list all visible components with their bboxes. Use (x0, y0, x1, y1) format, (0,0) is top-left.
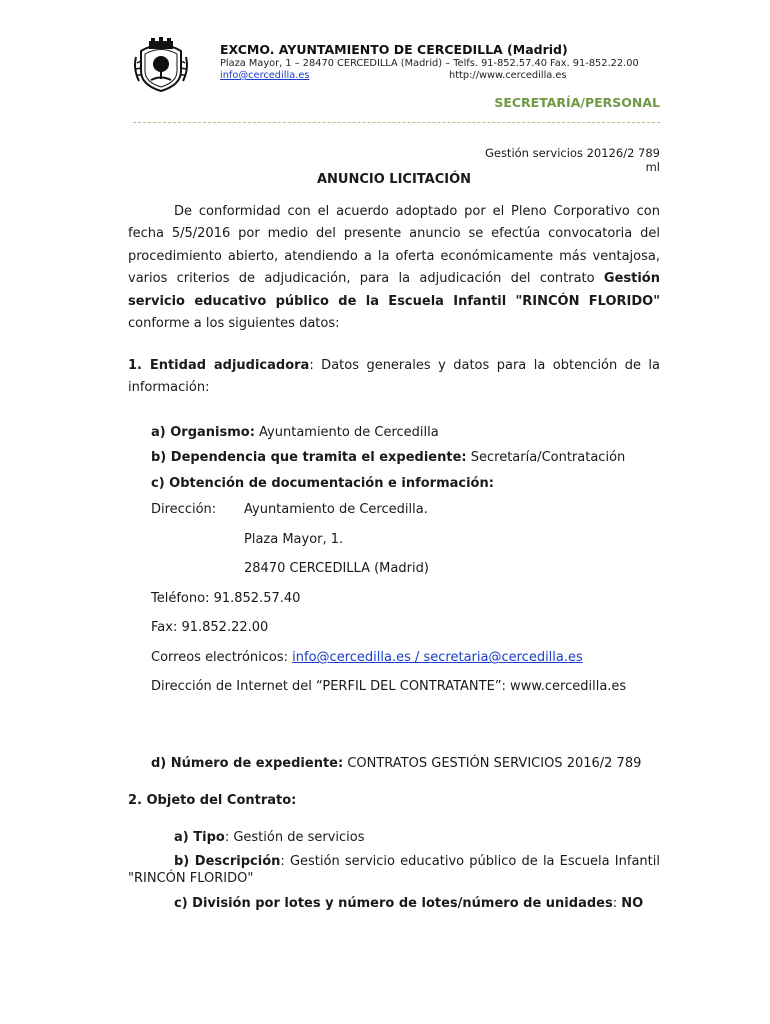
item-organismo-label: a) Organismo: (151, 425, 255, 440)
item-tipo (174, 830, 365, 845)
item-organismo (151, 425, 439, 440)
reference-line-1: Gestión servicios 20126/2 789 (484, 146, 660, 160)
direccion-line-3: 28470 CERCEDILLA (Madrid) (244, 561, 429, 576)
item-dependencia (151, 450, 625, 465)
item-tipo-label: a) Tipo (174, 830, 225, 845)
item-expediente (151, 756, 641, 771)
header-divider (133, 122, 660, 123)
document-title: ANUNCIO LICITACIÓN (316, 172, 472, 187)
item-descripcion-value: : Gestión servicio educativo público de la Escuela Infantil "RINCÓN FLORIDO" (128, 854, 660, 886)
contract-name: Gestión servicio educativo público de la Escuela Infantil "RINCÓN FLORIDO" (128, 271, 660, 309)
coat-of-arms-logo (133, 37, 189, 93)
item-obtencion-label: c) Obtención de documentación e información: (151, 476, 494, 491)
item-descripcion (128, 853, 660, 887)
item-lotes-label: c) División por lotes y número de lotes/número de unidades (174, 896, 613, 911)
item-descripcion-label: b) Descripción (174, 854, 281, 869)
section-1-heading (128, 355, 660, 399)
item-obtencion (151, 476, 494, 491)
perfil-contratante: Dirección de Internet del “PERFIL DEL CONTRATANTE”: www.cercedilla.es (151, 679, 627, 694)
section-1-desc: : Datos generales y datos para la obtención de la información: (128, 358, 660, 395)
letterhead-title: EXCMO. AYUNTAMIENTO DE CERCEDILLA (Madrid) (220, 42, 568, 57)
item-expediente-value: CONTRATOS GESTIÓN SERVICIOS 2016/2 789 (343, 756, 642, 771)
letterhead-address: Plaza Mayor, 1 – 28470 CERCEDILLA (Madrid) – Telfs. 91-852.57.40 Fax. 91-852.22.00 (220, 58, 639, 69)
intro-text-end: conforme a los siguientes datos: (128, 316, 340, 332)
direccion-label: Dirección: (151, 502, 217, 517)
item-lotes (174, 896, 643, 911)
correos-label: Correos electrónicos: (151, 650, 293, 665)
direccion-line-2: Plaza Mayor, 1. (244, 532, 344, 547)
letterhead-email-link[interactable]: info@cercedilla.es (220, 70, 310, 81)
department-heading: SECRETARÍA/PERSONAL (494, 95, 660, 110)
correos (151, 650, 583, 665)
intro-paragraph (128, 201, 660, 335)
section-1-title: 1. Entidad adjudicadora (128, 358, 310, 373)
item-expediente-label: d) Número de expediente: (151, 756, 344, 771)
item-dependencia-value: Secretaría/Contratación (466, 450, 626, 465)
letterhead-website: http://www.cercedilla.es (449, 70, 567, 81)
section-2-title: 2. Objeto del Contrato: (128, 793, 297, 808)
item-tipo-value: : Gestión de servicios (224, 830, 365, 845)
intro-text: De conformidad con el acuerdo adoptado por el Pleno Corporativo con fecha 5/5/2016 por medio del presente anuncio se efectúa convocatoria del procedimiento abierto, atendiendo a la oferta económicamente más ventajosa, varios criterios de adjudicación, para la adjudicación del contrato (128, 204, 660, 287)
direccion-line-1: Ayuntamiento de Cercedilla. (244, 502, 428, 517)
reference-line-2: ml (645, 160, 660, 174)
correos-email-link[interactable]: info@cercedilla.es / secretaria@cercedilla.es (292, 650, 583, 665)
item-dependencia-label: b) Dependencia que tramita el expediente: (151, 450, 467, 465)
section-2-heading (128, 793, 296, 808)
telefono: Teléfono: 91.852.57.40 (151, 591, 301, 606)
item-organismo-value: Ayuntamiento de Cercedilla (254, 425, 439, 440)
item-lotes-sep: : (612, 896, 622, 911)
fax: Fax: 91.852.22.00 (151, 620, 269, 635)
item-lotes-value: NO (621, 896, 644, 911)
